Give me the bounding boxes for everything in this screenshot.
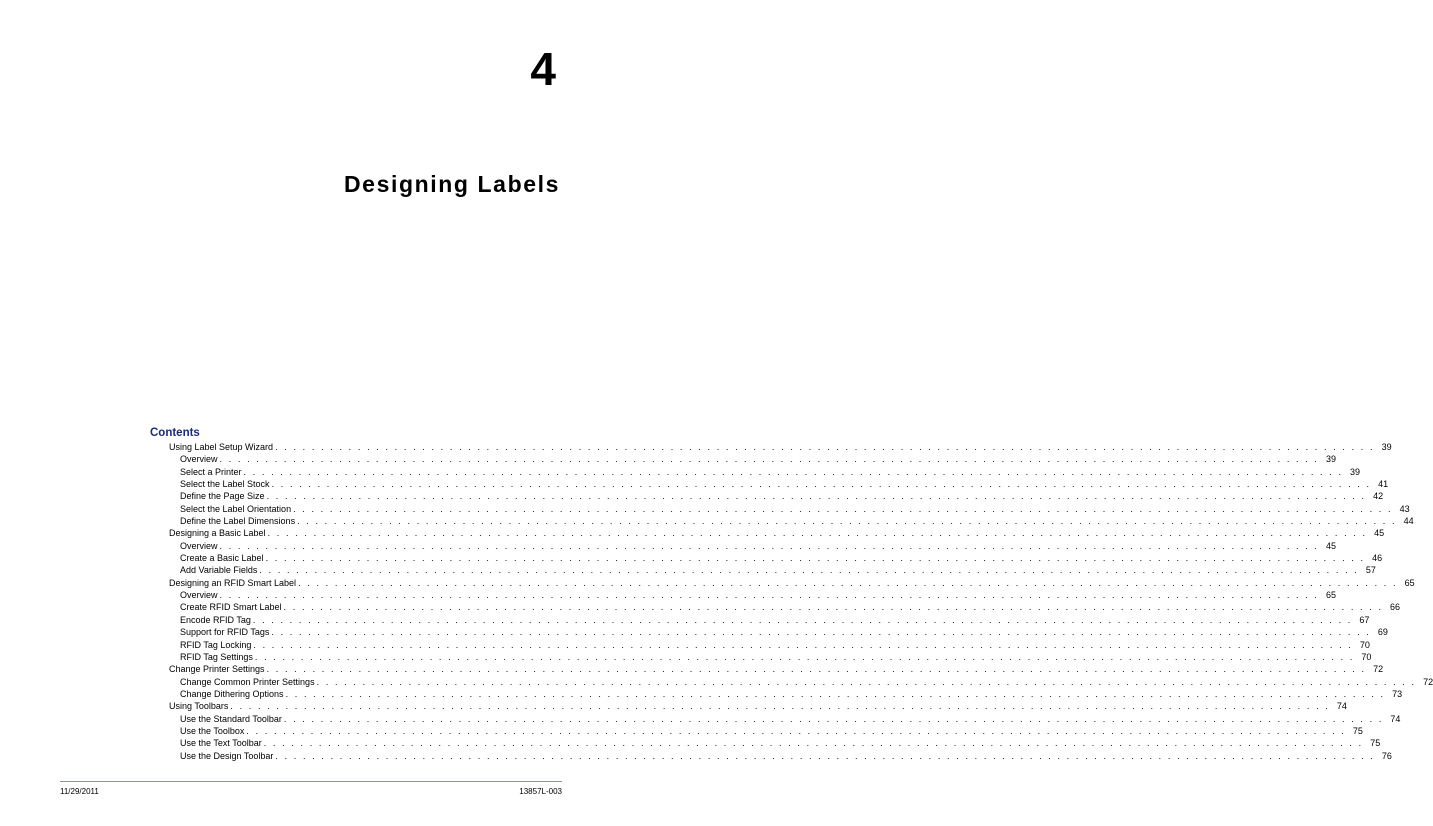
toc-entry-page: 67 — [1359, 614, 1370, 625]
toc-entry-page: 46 — [1372, 553, 1383, 564]
toc-entry-page: 66 — [1390, 602, 1401, 613]
toc-entry-page: 45 — [1374, 528, 1385, 539]
toc-entry-title: Using Toolbars — [169, 701, 229, 712]
toc-dot-leader: . . . . . . . . . . . . . . . . . . . . . . . . . . . . . . . . . . . . . . . . . . . . . . . . . . . . . . . . . . . . . . . . . . . . . . . . . . . . . . . . . . . . . . . . . . . . . . . . . . . . . . . . . . . . . . . . . . . . . . . . — [283, 713, 1384, 724]
toc-dot-leader: . . . . . . . . . . . . . . . . . . . . . . . . . . . . . . . . . . . . . . . . . . . . . . . . . . . . . . . . . . . . . . . . . . . . . . . . . . . . . . . . . . . . . . . . . . . . . . . . . . . . . . . . . . . . . . . . . . . . . . . . — [219, 454, 1320, 465]
toc-entry-page: 44 — [1403, 516, 1414, 527]
toc-entry[interactable] — [169, 441, 1392, 453]
toc-entry-page: 72 — [1373, 664, 1384, 675]
toc-dot-leader: . . . . . . . . . . . . . . . . . . . . . . . . . . . . . . . . . . . . . . . . . . . . . . . . . . . . . . . . . . . . . . . . . . . . . . . . . . . . . . . . . . . . . . . . . . . . . . . . . . . . . . . . . . . . . . . . . . . . . . . . — [271, 479, 1372, 490]
footer-divider — [60, 781, 562, 782]
toc-dot-leader: . . . . . . . . . . . . . . . . . . . . . . . . . . . . . . . . . . . . . . . . . . . . . . . . . . . . . . . . . . . . . . . . . . . . . . . . . . . . . . . . . . . . . . . . . . . . . . . . . . . . . . . . . . . . . . . . . . . . . . . . — [219, 540, 1320, 551]
toc-entry-page: 39 — [1326, 454, 1337, 465]
toc-dot-leader: . . . . . . . . . . . . . . . . . . . . . . . . . . . . . . . . . . . . . . . . . . . . . . . . . . . . . . . . . . . . . . . . . . . . . . . . . . . . . . . . . . . . . . . . . . . . . . . . . . . . . . . . . . . . . . . . . . . . . . . . — [254, 651, 1355, 662]
toc-entry-page: 69 — [1377, 627, 1388, 638]
toc-entry-title: Overview — [180, 454, 218, 465]
toc-dot-leader: . . . . . . . . . . . . . . . . . . . . . . . . . . . . . . . . . . . . . . . . . . . . . . . . . . . . . . . . . . . . . . . . . . . . . . . . . . . . . . . . . . . . . . . . . . . . . . . . . . . . . . . . . . . . . . . . . . . . . . . . — [230, 701, 1330, 712]
toc-entry-title: RFID Tag Locking — [180, 639, 252, 650]
toc-dot-leader: . . . . . . . . . . . . . . . . . . . . . . . . . . . . . . . . . . . . . . . . . . . . . . . . . . . . . . . . . . . . . . . . . . . . . . . . . . . . . . . . . . . . . . . . . . . . . . . . . . . . . . . . . . . . . . . . . . . . . . . . — [266, 664, 1367, 675]
toc-entry-page: 70 — [1361, 651, 1372, 662]
toc-entry-title: Use the Text Toolbar — [180, 738, 262, 749]
toc-entry-title: Define the Label Dimensions — [180, 516, 296, 527]
toc-entry-page: 75 — [1370, 738, 1381, 749]
toc-dot-leader: . . . . . . . . . . . . . . . . . . . . . . . . . . . . . . . . . . . . . . . . . . . . . . . . . . . . . . . . . . . . . . . . . . . . . . . . . . . . . . . . . . . . . . . . . . . . . . . . . . . . . . . . . . . . . . . . . . . . . . . . — [265, 553, 1366, 564]
toc-entry[interactable] — [169, 750, 1392, 762]
chapter-title: Designing Labels — [343, 171, 560, 197]
toc-entry-page: 74 — [1390, 713, 1401, 724]
toc-entry-page: 70 — [1359, 639, 1370, 650]
toc-entry[interactable] — [169, 515, 1414, 527]
toc-entry-page: 74 — [1336, 701, 1347, 712]
toc-entry-title: Change Common Printer Settings — [180, 676, 315, 687]
toc-dot-leader: . . . . . . . . . . . . . . . . . . . . . . . . . . . . . . . . . . . . . . . . . . . . . . . . . . . . . . . . . . . . . . . . . . . . . . . . . . . . . . . . . . . . . . . . . . . . . . . . . . . . . . . . . . . . . . . . . . . . . . . . — [275, 750, 1375, 761]
toc-entry-page: 45 — [1326, 540, 1337, 551]
toc-entry[interactable] — [169, 552, 1383, 564]
toc-entry-title: Use the Toolbox — [180, 725, 245, 736]
chapter-number: 4 — [530, 43, 556, 95]
toc-dot-leader: . . . . . . . . . . . . . . . . . . . . . . . . . . . . . . . . . . . . . . . . . . . . . . . . . . . . . . . . . . . . . . . . . . . . . . . . . . . . . . . . . . . . . . . . . . . . . . . . . . . . . . . . . . . . . . . . . . . . . . . . — [246, 725, 1346, 736]
toc-entry-title: Select a Printer — [180, 466, 242, 477]
toc-entry-title: Change Printer Settings — [169, 664, 265, 675]
toc-entry-title: Use the Design Toolbar — [180, 750, 274, 761]
toc-entry[interactable] — [169, 503, 1410, 515]
toc-entry-page: 42 — [1373, 491, 1384, 502]
toc-dot-leader: . . . . . . . . . . . . . . . . . . . . . . . . . . . . . . . . . . . . . . . . . . . . . . . . . . . . . . . . . . . . . . . . . . . . . . . . . . . . . . . . . . . . . . . . . . . . . . . . . . . . . . . . . . . . . . . . . . . . . . . . — [263, 738, 1364, 749]
toc-entry[interactable] — [169, 564, 1376, 576]
toc-entry[interactable] — [169, 466, 1361, 478]
toc-entry-page: 65 — [1326, 590, 1337, 601]
toc-dot-leader: . . . . . . . . . . . . . . . . . . . . . . . . . . . . . . . . . . . . . . . . . . . . . . . . . . . . . . . . . . . . . . . . . . . . . . . . . . . . . . . . . . . . . . . . . . . . . . . . . . . . . . . . . . . . . . . . . . . . . . . . — [243, 466, 1344, 477]
footer-date: 11/29/2011 — [60, 787, 99, 796]
toc-entry[interactable] — [169, 663, 1384, 675]
footer-doc-number: 13857L-003 — [519, 787, 562, 796]
toc-entry-title: Support for RFID Tags — [180, 627, 270, 638]
toc-entry[interactable] — [169, 639, 1370, 651]
toc-dot-leader: . . . . . . . . . . . . . . . . . . . . . . . . . . . . . . . . . . . . . . . . . . . . . . . . . . . . . . . . . . . . . . . . . . . . . . . . . . . . . . . . . . . . . . . . . . . . . . . . . . . . . . . . . . . . . . . . . . . . . . . . — [259, 565, 1359, 576]
toc-dot-leader: . . . . . . . . . . . . . . . . . . . . . . . . . . . . . . . . . . . . . . . . . . . . . . . . . . . . . . . . . . . . . . . . . . . . . . . . . . . . . . . . . . . . . . . . . . . . . . . . . . . . . . . . . . . . . . . . . . . . . . . . — [267, 528, 1368, 539]
toc-entry-page: 39 — [1381, 442, 1392, 452]
toc-entry[interactable] — [169, 626, 1388, 638]
toc-entry-title: Select the Label Orientation — [180, 503, 292, 514]
toc-dot-leader: . . . . . . . . . . . . . . . . . . . . . . . . . . . . . . . . . . . . . . . . . . . . . . . . . . . . . . . . . . . . . . . . . . . . . . . . . . . . . . . . . . . . . . . . . . . . . . . . . . . . . . . . . . . . . . . . . . . . . . . . — [316, 676, 1417, 687]
toc-dot-leader: . . . . . . . . . . . . . . . . . . . . . . . . . . . . . . . . . . . . . . . . . . . . . . . . . . . . . . . . . . . . . . . . . . . . . . . . . . . . . . . . . . . . . . . . . . . . . . . . . . . . . . . . . . . . . . . . . . . . . . . . — [219, 590, 1320, 601]
toc-entry[interactable] — [169, 614, 1370, 626]
toc-entry[interactable] — [169, 737, 1381, 749]
toc-entry[interactable] — [169, 577, 1415, 589]
toc-entry-title: Create RFID Smart Label — [180, 602, 282, 613]
toc-entry[interactable] — [169, 601, 1401, 613]
toc-dot-leader: . . . . . . . . . . . . . . . . . . . . . . . . . . . . . . . . . . . . . . . . . . . . . . . . . . . . . . . . . . . . . . . . . . . . . . . . . . . . . . . . . . . . . . . . . . . . . . . . . . . . . . . . . . . . . . . . . . . . . . . . — [283, 602, 1384, 613]
toc-dot-leader: . . . . . . . . . . . . . . . . . . . . . . . . . . . . . . . . . . . . . . . . . . . . . . . . . . . . . . . . . . . . . . . . . . . . . . . . . . . . . . . . . . . . . . . . . . . . . . . . . . . . . . . . . . . . . . . . . . . . . . . . — [266, 491, 1367, 502]
toc-dot-leader: . . . . . . . . . . . . . . . . . . . . . . . . . . . . . . . . . . . . . . . . . . . . . . . . . . . . . . . . . . . . . . . . . . . . . . . . . . . . . . . . . . . . . . . . . . . . . . . . . . . . . . . . . . . . . . . . . . . . . . . . — [253, 639, 1353, 650]
toc-entry-page: 65 — [1404, 577, 1415, 588]
toc-entry-title: RFID Tag Settings — [180, 651, 253, 662]
toc-entry[interactable] — [169, 713, 1401, 725]
toc-entry[interactable] — [169, 700, 1347, 712]
table-of-contents — [169, 441, 1433, 762]
toc-dot-leader: . . . . . . . . . . . . . . . . . . . . . . . . . . . . . . . . . . . . . . . . . . . . . . . . . . . . . . . . . . . . . . . . . . . . . . . . . . . . . . . . . . . . . . . . . . . . . . . . . . . . . . . . . . . . . . . . . . . . . . . . — [271, 627, 1371, 638]
toc-entry[interactable] — [169, 688, 1403, 700]
toc-entry[interactable] — [169, 589, 1337, 601]
toc-entry[interactable] — [169, 490, 1384, 502]
toc-entry[interactable] — [169, 540, 1337, 552]
toc-dot-leader: . . . . . . . . . . . . . . . . . . . . . . . . . . . . . . . . . . . . . . . . . . . . . . . . . . . . . . . . . . . . . . . . . . . . . . . . . . . . . . . . . . . . . . . . . . . . . . . . . . . . . . . . . . . . . . . . . . . . . . . . — [293, 503, 1393, 514]
toc-entry-title: Add Variable Fields — [180, 565, 258, 576]
contents-heading: Contents — [150, 427, 200, 439]
toc-entry[interactable] — [169, 651, 1372, 663]
toc-entry-page: 41 — [1378, 479, 1389, 490]
toc-dot-leader: . . . . . . . . . . . . . . . . . . . . . . . . . . . . . . . . . . . . . . . . . . . . . . . . . . . . . . . . . . . . . . . . . . . . . . . . . . . . . . . . . . . . . . . . . . . . . . . . . . . . . . . . . . . . . . . . . . . . . . . . — [297, 516, 1397, 527]
toc-entry-title: Overview — [180, 590, 218, 601]
toc-entry-title: Designing a Basic Label — [169, 528, 266, 539]
toc-entry[interactable] — [169, 676, 1433, 688]
toc-entry-title: Change Dithering Options — [180, 688, 284, 699]
toc-entry-title: Create a Basic Label — [180, 553, 264, 564]
toc-dot-leader: . . . . . . . . . . . . . . . . . . . . . . . . . . . . . . . . . . . . . . . . . . . . . . . . . . . . . . . . . . . . . . . . . . . . . . . . . . . . . . . . . . . . . . . . . . . . . . . . . . . . . . . . . . . . . . . . . . . . . . . . — [298, 577, 1398, 588]
toc-entry-title: Select the Label Stock — [180, 479, 270, 490]
toc-dot-leader: . . . . . . . . . . . . . . . . . . . . . . . . . . . . . . . . . . . . . . . . . . . . . . . . . . . . . . . . . . . . . . . . . . . . . . . . . . . . . . . . . . . . . . . . . . . . . . . . . . . . . . . . . . . . . . . . . . . . . . . . — [252, 614, 1353, 625]
toc-entry-title: Encode RFID Tag — [180, 614, 251, 625]
toc-entry-page: 76 — [1381, 750, 1392, 761]
toc-entry-title: Using Label Setup Wizard — [169, 442, 274, 452]
toc-entry[interactable] — [169, 725, 1363, 737]
toc-entry-title: Designing an RFID Smart Label — [169, 577, 297, 588]
toc-entry[interactable] — [169, 478, 1389, 490]
toc-entry-title: Use the Standard Toolbar — [180, 713, 282, 724]
toc-entry-title: Overview — [180, 540, 218, 551]
toc-dot-leader: . . . . . . . . . . . . . . . . . . . . . . . . . . . . . . . . . . . . . . . . . . . . . . . . . . . . . . . . . . . . . . . . . . . . . . . . . . . . . . . . . . . . . . . . . . . . . . . . . . . . . . . . . . . . . . . . . . . . . . . . — [285, 688, 1386, 699]
toc-entry-page: 72 — [1423, 676, 1433, 687]
toc-entry-title: Define the Page Size — [180, 491, 265, 502]
toc-entry-page: 39 — [1350, 466, 1361, 477]
toc-entry[interactable] — [169, 453, 1337, 465]
toc-dot-leader: . . . . . . . . . . . . . . . . . . . . . . . . . . . . . . . . . . . . . . . . . . . . . . . . . . . . . . . . . . . . . . . . . . . . . . . . . . . . . . . . . . . . . . . . . . . . . . . . . . . . . . . . . . . . . . . . . . . . . . . . — [275, 442, 1375, 452]
toc-entry-page: 75 — [1352, 725, 1363, 736]
toc-entry[interactable] — [169, 527, 1385, 539]
toc-entry-page: 73 — [1392, 688, 1403, 699]
toc-entry-page: 57 — [1365, 565, 1376, 576]
toc-entry-page: 43 — [1399, 503, 1410, 514]
